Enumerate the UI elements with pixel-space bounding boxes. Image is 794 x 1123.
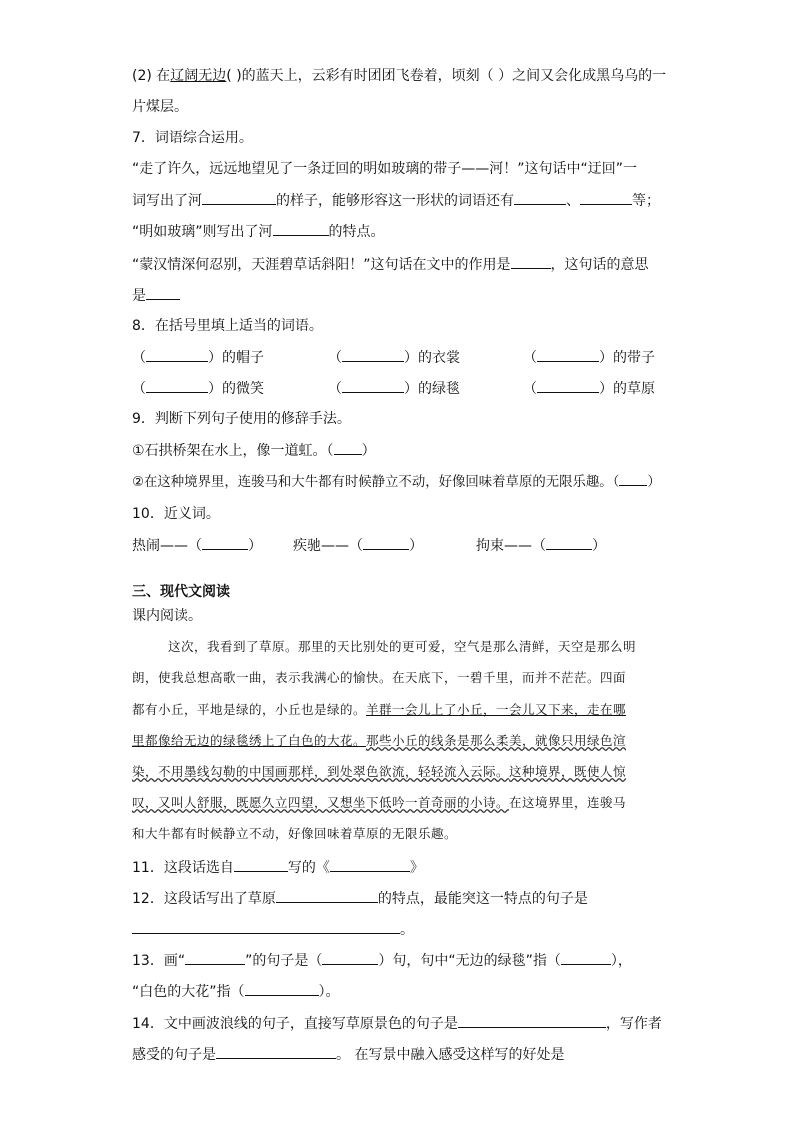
text: 。 [400, 922, 414, 938]
answer-blank[interactable] [561, 950, 611, 965]
passage-line-5 [132, 762, 626, 782]
passage-line-1: 这次，我看到了草原。那里的天比别处的更可爱，空气是那么清鲜，天空是那么明 [168, 639, 637, 654]
answer-blank[interactable] [342, 378, 404, 393]
text: （ [132, 350, 146, 366]
text: ①石拱桥架在水上，像一道虹。（ [132, 443, 334, 459]
text: （ [523, 350, 537, 366]
answer-blank[interactable] [146, 347, 208, 362]
text: ） [599, 350, 613, 366]
text: ） [208, 350, 222, 366]
wavy-underlined-sentence: 叹，又叫人舒服，既愿久立四望，又想坐下低吟一首奇丽的小诗。 [132, 795, 510, 810]
text: (2) 在 [132, 68, 171, 84]
answer-blank[interactable] [202, 535, 248, 550]
text: 等； [632, 193, 660, 209]
text: 在这境界里，连骏马 [509, 795, 627, 810]
text: ，这句话的意思 [550, 257, 649, 273]
text: 的微笑 [222, 381, 264, 397]
text: “明如玻璃”则写出了河 [132, 224, 273, 240]
q8-item-2 [328, 347, 460, 368]
section-subheading: 课内阅读。 [132, 608, 202, 624]
wavy-underlined-sentence: 这种境界，既使人惊 [509, 764, 627, 779]
q6-line-3: 片煤层。 [132, 99, 188, 115]
answer-blank[interactable] [458, 1013, 606, 1028]
answer-blank[interactable] [322, 950, 378, 965]
text: 都有小丘，平地是绿的，小丘也是绿的。 [132, 702, 367, 717]
text: ） [361, 443, 376, 459]
text: ，写作者 [605, 1016, 662, 1032]
q8-item-1 [132, 347, 264, 368]
answer-blank[interactable] [580, 190, 632, 205]
text: ）， [610, 953, 632, 969]
q7-line-4 [132, 254, 649, 275]
underlined-word: 辽阔无边 [170, 68, 227, 84]
text: 。 在写景中融入感受这样写的好处是 [336, 1047, 565, 1063]
q12 [132, 888, 588, 909]
q14 [132, 1013, 662, 1034]
passage-line-6 [132, 793, 626, 813]
q12-line-2 [132, 919, 414, 940]
q9-sentence-1 [132, 440, 376, 461]
answer-blank[interactable] [202, 190, 276, 205]
text: （ [328, 350, 342, 366]
q8-item-6 [523, 378, 655, 399]
text: 13．画“ [132, 953, 186, 969]
text: 疾驰——（ [293, 538, 363, 554]
text: ） [599, 381, 613, 397]
q8-item-3 [523, 347, 655, 368]
q7-line-1: “走了许久，远远地望见了一条迂回的明如玻璃的带子——河！”这句话中“迂回”一 [132, 161, 638, 177]
text: 、 [566, 193, 580, 209]
text: ）句，句中“无边的绿毯”指（ [378, 953, 561, 969]
answer-blank[interactable] [619, 471, 647, 486]
text: ） [647, 475, 661, 490]
underlined-sentence: 羊群一会儿上了小丘，一会儿又下来，走在哪 [366, 702, 627, 717]
q8-title: 8．在括号里填上适当的词语。 [132, 318, 323, 334]
text: ”的句子是（ [245, 953, 323, 969]
passage-line-7: 和大牛都有时候静立不动，好像回味着草原的无限乐趣。 [132, 826, 458, 841]
q9-sentence-2 [132, 471, 661, 493]
wavy-underlined-sentence: 那些小丘的线条是那么柔美，就像只用绿色渲 [366, 733, 627, 748]
q11 [132, 857, 424, 878]
text: 的草原 [613, 381, 655, 397]
answer-blank[interactable] [537, 378, 599, 393]
text: 11．这段话选自 [132, 860, 234, 876]
text: 14．文中画波浪线的句子，直接写草原景色的句子是 [132, 1016, 458, 1032]
text: 的绿毯 [418, 381, 460, 397]
q7-title: 7．词语综合运用。 [132, 130, 253, 146]
answer-blank[interactable] [363, 535, 409, 550]
text: 12．这段话写出了草原 [132, 891, 276, 907]
answer-blank[interactable] [146, 378, 208, 393]
answer-blank[interactable] [146, 285, 180, 300]
text: 写的《 [287, 860, 330, 876]
text: 的衣裳 [418, 350, 460, 366]
text: ） [248, 538, 262, 554]
text: ） [592, 538, 606, 554]
text: ②在这种境界里，连骏马和大牛都有时候静立不动，好像回味着草原的无限乐趣。（ [132, 475, 620, 490]
text: 的带子 [613, 350, 655, 366]
passage-line-4 [132, 731, 626, 751]
answer-blank[interactable] [514, 190, 566, 205]
underlined-sentence: 里都像给无边的绿毯绣上了白色的大花。 [132, 733, 367, 748]
answer-blank[interactable] [330, 857, 410, 872]
answer-blank[interactable] [546, 535, 592, 550]
text: ） [409, 538, 423, 554]
text: 的特点。 [328, 224, 385, 240]
text: 是 [132, 288, 146, 304]
answer-blank[interactable] [216, 1044, 336, 1059]
text: “蒙汉情深何忍别，天涯碧草话斜阳！”这句话在文中的作用是 [132, 257, 511, 273]
text: （ [328, 381, 342, 397]
answer-blank[interactable] [334, 440, 362, 455]
answer-blank[interactable] [245, 981, 319, 996]
q6-line-2 [132, 66, 666, 86]
answer-blank[interactable] [537, 347, 599, 362]
q10-title: 10．近义词。 [132, 506, 220, 522]
text: ）。 [318, 984, 340, 1000]
text: ( )的蓝天上，云彩有时团团飞卷着，顷刻（ ）之间又会化成黑乌乌的一 [226, 68, 667, 84]
text: “白色的大花”指（ [132, 984, 245, 1000]
underline-sample [185, 950, 245, 965]
passage-line-3 [132, 700, 626, 720]
q10-item-3 [476, 535, 606, 556]
text: 热闹——（ [132, 538, 202, 554]
q7-line-5 [132, 285, 180, 306]
answer-blank[interactable] [234, 857, 288, 872]
answer-blank[interactable] [132, 919, 400, 934]
text: 词写出了河 [132, 193, 202, 209]
text: ） [208, 381, 222, 397]
text: 的帽子 [222, 350, 264, 366]
q8-item-5 [328, 378, 460, 399]
answer-blank[interactable] [273, 221, 329, 236]
text: （ [132, 381, 146, 397]
section-heading: 三、现代文阅读 [132, 584, 230, 600]
text: （ [523, 381, 537, 397]
passage-line-2: 朗，使我总想高歌一曲，表示我满心的愉快。在天底下，一碧千里，而并不茫茫。四面 [132, 670, 627, 685]
text: 感受的句子是 [132, 1047, 216, 1063]
answer-blank[interactable] [511, 254, 551, 269]
text: ） [404, 381, 418, 397]
q9-title: 9．判断下列句子使用的修辞手法。 [132, 411, 351, 427]
q8-item-4 [132, 378, 264, 399]
text: 》 [409, 860, 424, 876]
text: ） [404, 350, 418, 366]
q10-item-1 [132, 535, 262, 556]
q7-line-2 [132, 190, 660, 211]
answer-blank[interactable] [342, 347, 404, 362]
answer-blank[interactable] [276, 888, 378, 903]
q10-item-2 [293, 535, 423, 556]
q14-line-2 [132, 1044, 564, 1065]
q13 [132, 950, 632, 971]
text: 拘束——（ [476, 538, 546, 554]
text: 的特点，最能突这一特点的句子是 [377, 891, 588, 907]
q7-line-3 [132, 221, 385, 242]
q13-line-2 [132, 981, 340, 1002]
text: 的样子，能够形容这一形状的词语还有 [276, 193, 514, 209]
wavy-underlined-sentence: 染，不用墨线勾勒的中国画那样，到处翠色欲流，轻轻流入云际。 [132, 764, 510, 779]
